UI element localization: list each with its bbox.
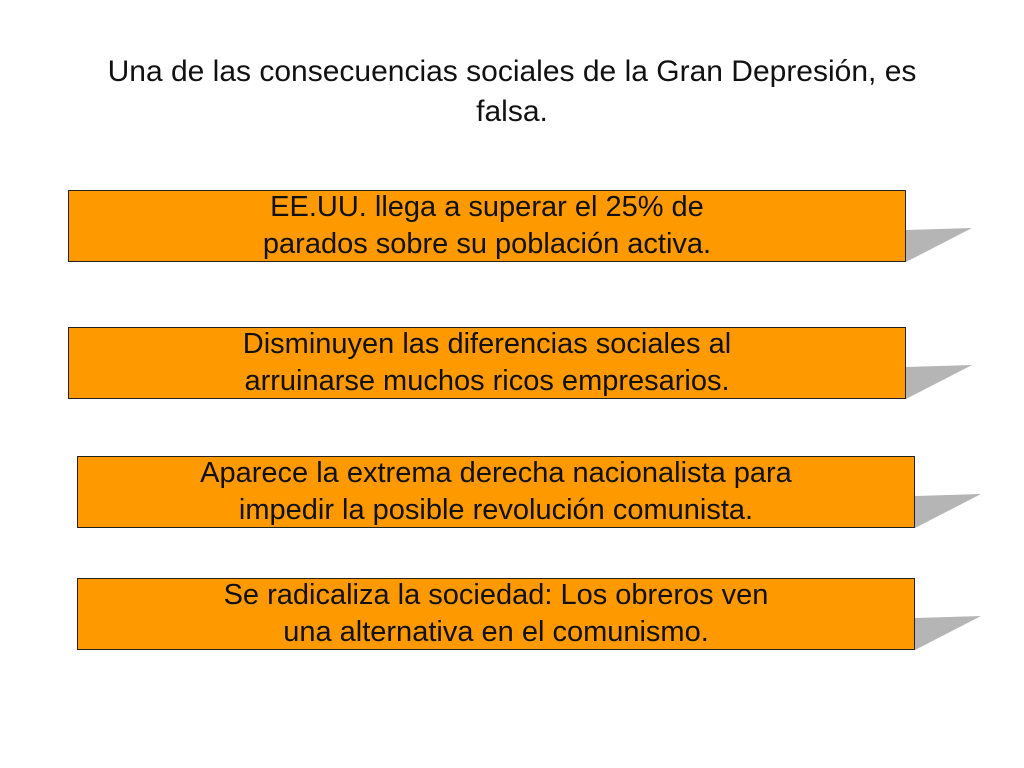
question-title [40, 52, 984, 132]
option-2-line-2: arruinarse muchos ricos empresarios. [244, 365, 730, 397]
question-line-2: falsa. [476, 95, 548, 128]
option-3-button[interactable] [77, 456, 915, 528]
question-line-1: Una de las consecuencias sociales de la Gran Depresión, es [107, 55, 917, 88]
option-2-button[interactable] [68, 327, 906, 399]
option-4-line-2: una alternativa en el comunismo. [283, 616, 709, 648]
option-1-line-1: EE.UU. llega a superar el 25% de [270, 191, 704, 223]
option-4[interactable] [77, 578, 981, 652]
option-4-line-1: Se radicaliza la sociedad: Los obreros ven [223, 579, 769, 611]
option-1[interactable] [68, 190, 972, 264]
option-1-button[interactable] [68, 190, 906, 262]
option-4-button[interactable] [77, 578, 915, 650]
option-2[interactable] [68, 327, 972, 401]
option-1-line-2: parados sobre su población activa. [262, 228, 712, 260]
option-3-line-2: impedir la posible revolución comunista. [238, 494, 754, 526]
option-2-line-1: Disminuyen las diferencias sociales al [242, 328, 732, 360]
option-3-line-1: Aparece la extrema derecha nacionalista para [200, 457, 792, 489]
option-3[interactable] [77, 456, 981, 530]
